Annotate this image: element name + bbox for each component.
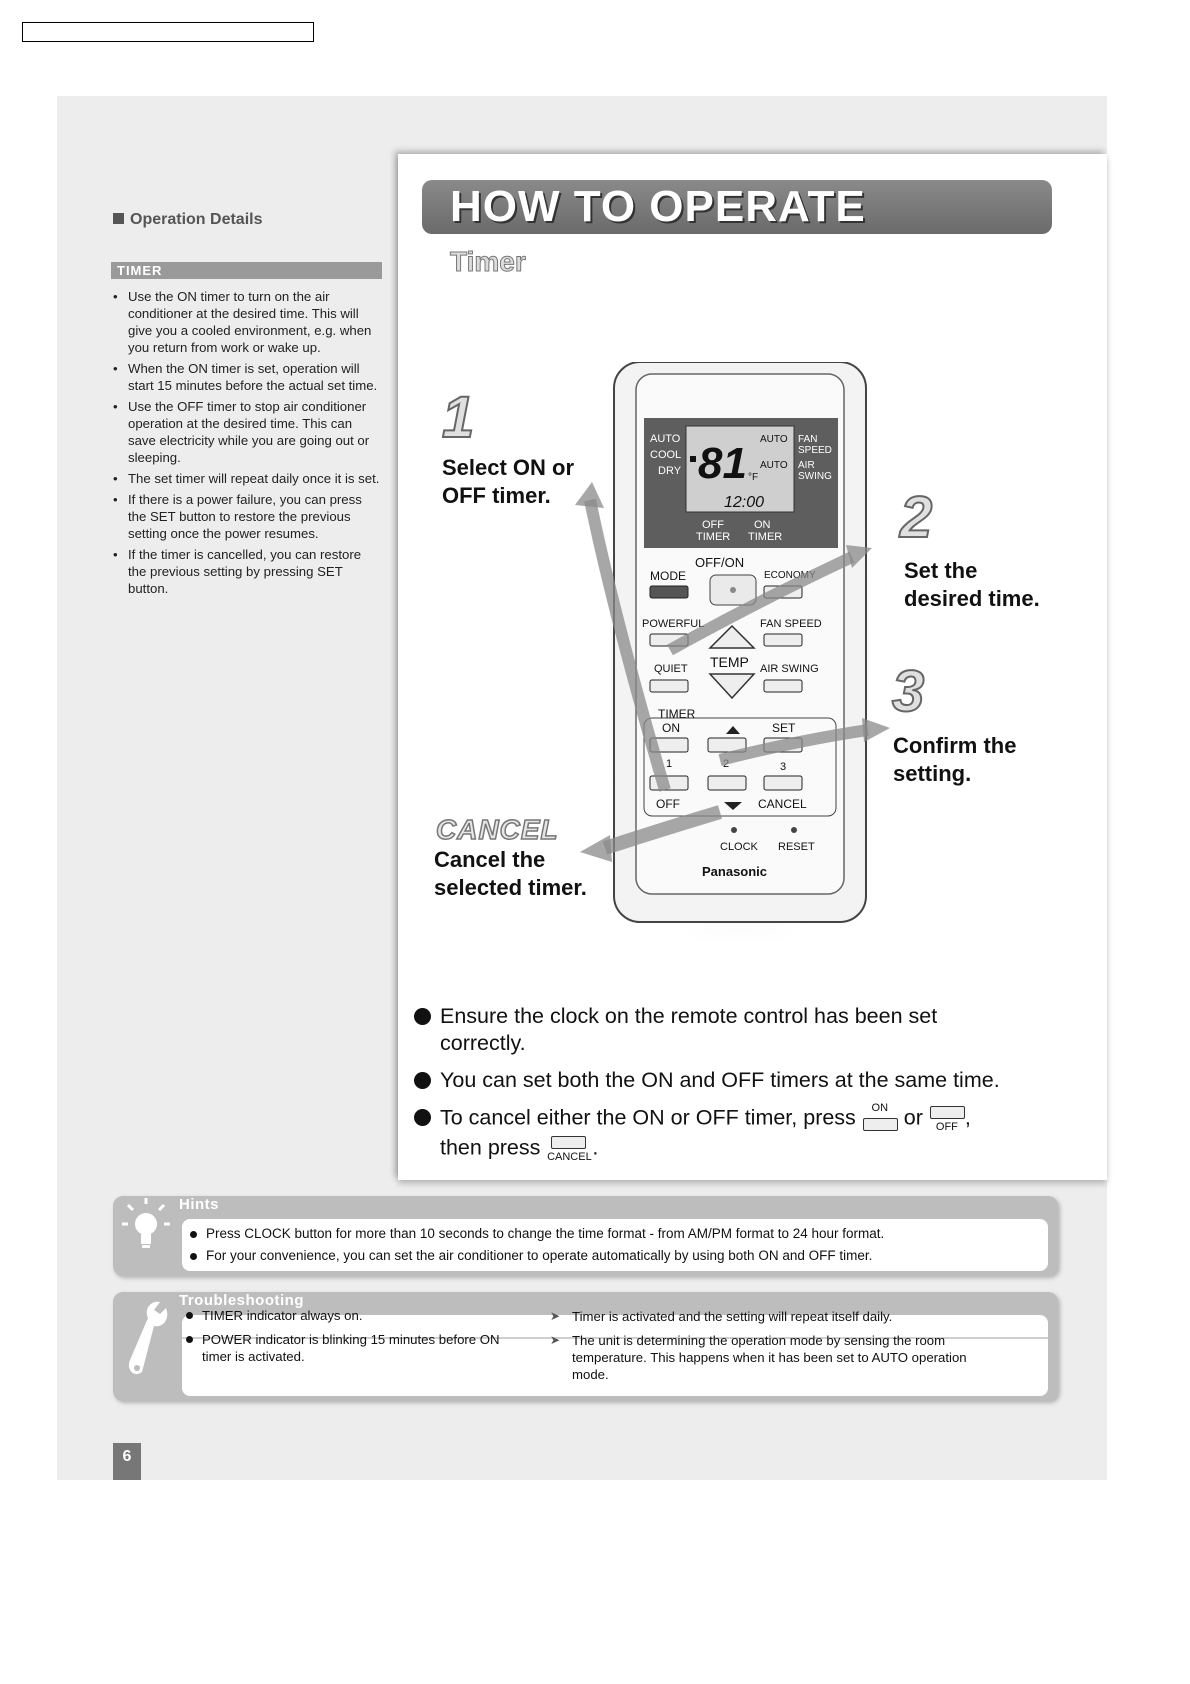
list-item: • If the timer is cancelled, you can restore the previous setting by pressing SET button. (113, 546, 383, 597)
clock-readout: 12:00 (724, 494, 765, 511)
section-subtitle: Timer (450, 246, 526, 277)
note-item: To cancel either the ON or OFF timer, press ON or OFF , then press CANCEL . (414, 1104, 1054, 1164)
hints-title: Hints (179, 1196, 219, 1213)
list-item: • The set timer will repeat daily once it is set. (113, 470, 383, 487)
arrow-step3 (720, 730, 868, 760)
brand-logo: Panasonic (702, 864, 768, 879)
mode-dry: DRY (658, 465, 682, 477)
page-number: 6 (113, 1443, 141, 1480)
on-timer-1: ON (754, 519, 771, 531)
arrow-cancel (605, 812, 720, 848)
symptom-1: TIMER indicator always on. (186, 1307, 512, 1324)
arrow-step2 (670, 557, 852, 650)
notes-list (414, 1003, 1054, 1174)
fan-label-1: FAN (798, 434, 818, 445)
step-2-number: 2 (900, 485, 933, 550)
operation-details-title: Operation Details (113, 211, 262, 229)
clock-button-label: CLOCK (720, 841, 758, 853)
list-item: • Use the ON timer to turn on the air conditioner at the desired time. This will give you a cooled environment, e.g. when you return from work or wake up. (113, 288, 383, 356)
step-1-text: Select ON or OFF timer. (442, 455, 575, 508)
reset-label: RESET (778, 841, 815, 853)
troubleshooting-title: Troubleshooting (179, 1292, 304, 1309)
powerful-label: POWERFUL (642, 618, 705, 630)
fan-label-2: SPEED (798, 445, 832, 456)
off-button-icon: OFF (929, 1104, 965, 1134)
cancel-button-icon: CANCEL (546, 1134, 592, 1164)
swing-label-1: AIR (798, 460, 815, 471)
offon-label: OFF/ON (695, 555, 745, 570)
fan-auto: AUTO (760, 434, 788, 445)
list-item: • When the ON timer is set, operation will start 15 minutes before the actual set time. (113, 360, 383, 394)
cause-2: ➤ The unit is determining the operation mode by sensing the room temperature. This happens when it has been set to AUTO operation mode. (550, 1332, 997, 1383)
swing-auto: AUTO (760, 460, 788, 471)
on-timer-2: TIMER (748, 531, 783, 543)
lightbulb-icon (120, 1196, 176, 1256)
off-timer-1: OFF (702, 519, 724, 531)
swing-label-2: SWING (798, 471, 832, 482)
note-item: Ensure the clock on the remote control has been set correctly. (414, 1003, 1054, 1057)
cancel-step-text: Cancel the selected timer. (434, 847, 587, 900)
arrow-step1 (590, 500, 665, 790)
step-2-text: Set the desired time. (904, 558, 1040, 611)
airswing-label: AIR SWING (760, 663, 819, 675)
quiet-label: QUIET (654, 663, 688, 675)
page-title: HOW TO OPERATE (450, 182, 866, 231)
wrench-icon (122, 1298, 174, 1388)
step-1-number: 1 (442, 385, 475, 450)
temp-readout: 81 (698, 439, 747, 488)
step-3-text: Confirm the setting. (893, 733, 1017, 786)
timer-subheading: TIMER (111, 262, 382, 279)
arrow-head-3 (862, 718, 890, 742)
list-item: • Use the OFF timer to stop air conditioner operation at the desired time. This can save electricity while you are going out or sleeping. (113, 398, 383, 466)
off-timer-2: TIMER (696, 531, 731, 543)
mode-cool: COOL (650, 449, 682, 461)
hint-item: For your convenience, you can set the air conditioner to operate automatically by using both ON and OFF timer. (190, 1248, 872, 1263)
fanspeed-label: FAN SPEED (760, 618, 822, 630)
step-3-number: 3 (892, 659, 925, 724)
hint-item: Press CLOCK button for more than 10 seconds to change the time format - from AM/PM format to 24 hour format. (190, 1226, 884, 1241)
on-label: ON (662, 721, 680, 735)
mode-auto: AUTO (650, 433, 681, 445)
set-label: SET (772, 721, 796, 735)
num-1: 1 (666, 758, 673, 770)
note-item: You can set both the ON and OFF timers at the same time. (414, 1067, 1054, 1094)
economy-label: ECONOMY (764, 570, 816, 581)
timer-label: TIMER (658, 707, 696, 721)
temp-label: TEMP (710, 654, 749, 670)
symptom-2: POWER indicator is blinking 15 minutes before ON timer is activated. (186, 1331, 512, 1365)
cause-1: ➤ Timer is activated and the setting will repeat itself daily. (550, 1308, 997, 1325)
cancel-step-label: CANCEL (436, 814, 559, 845)
off-label: OFF (656, 797, 680, 811)
on-button-icon: ON (862, 1104, 898, 1134)
num-3: 3 (780, 761, 787, 773)
cancel-label: CANCEL (758, 797, 807, 811)
arrow-head-1 (575, 482, 604, 508)
num-2: 2 (723, 758, 730, 770)
mode-label: MODE (650, 569, 686, 583)
temp-unit: °F (748, 472, 759, 483)
list-item: • If there is a power failure, you can press the SET button to restore the previous setting once the power resumes. (113, 491, 383, 542)
